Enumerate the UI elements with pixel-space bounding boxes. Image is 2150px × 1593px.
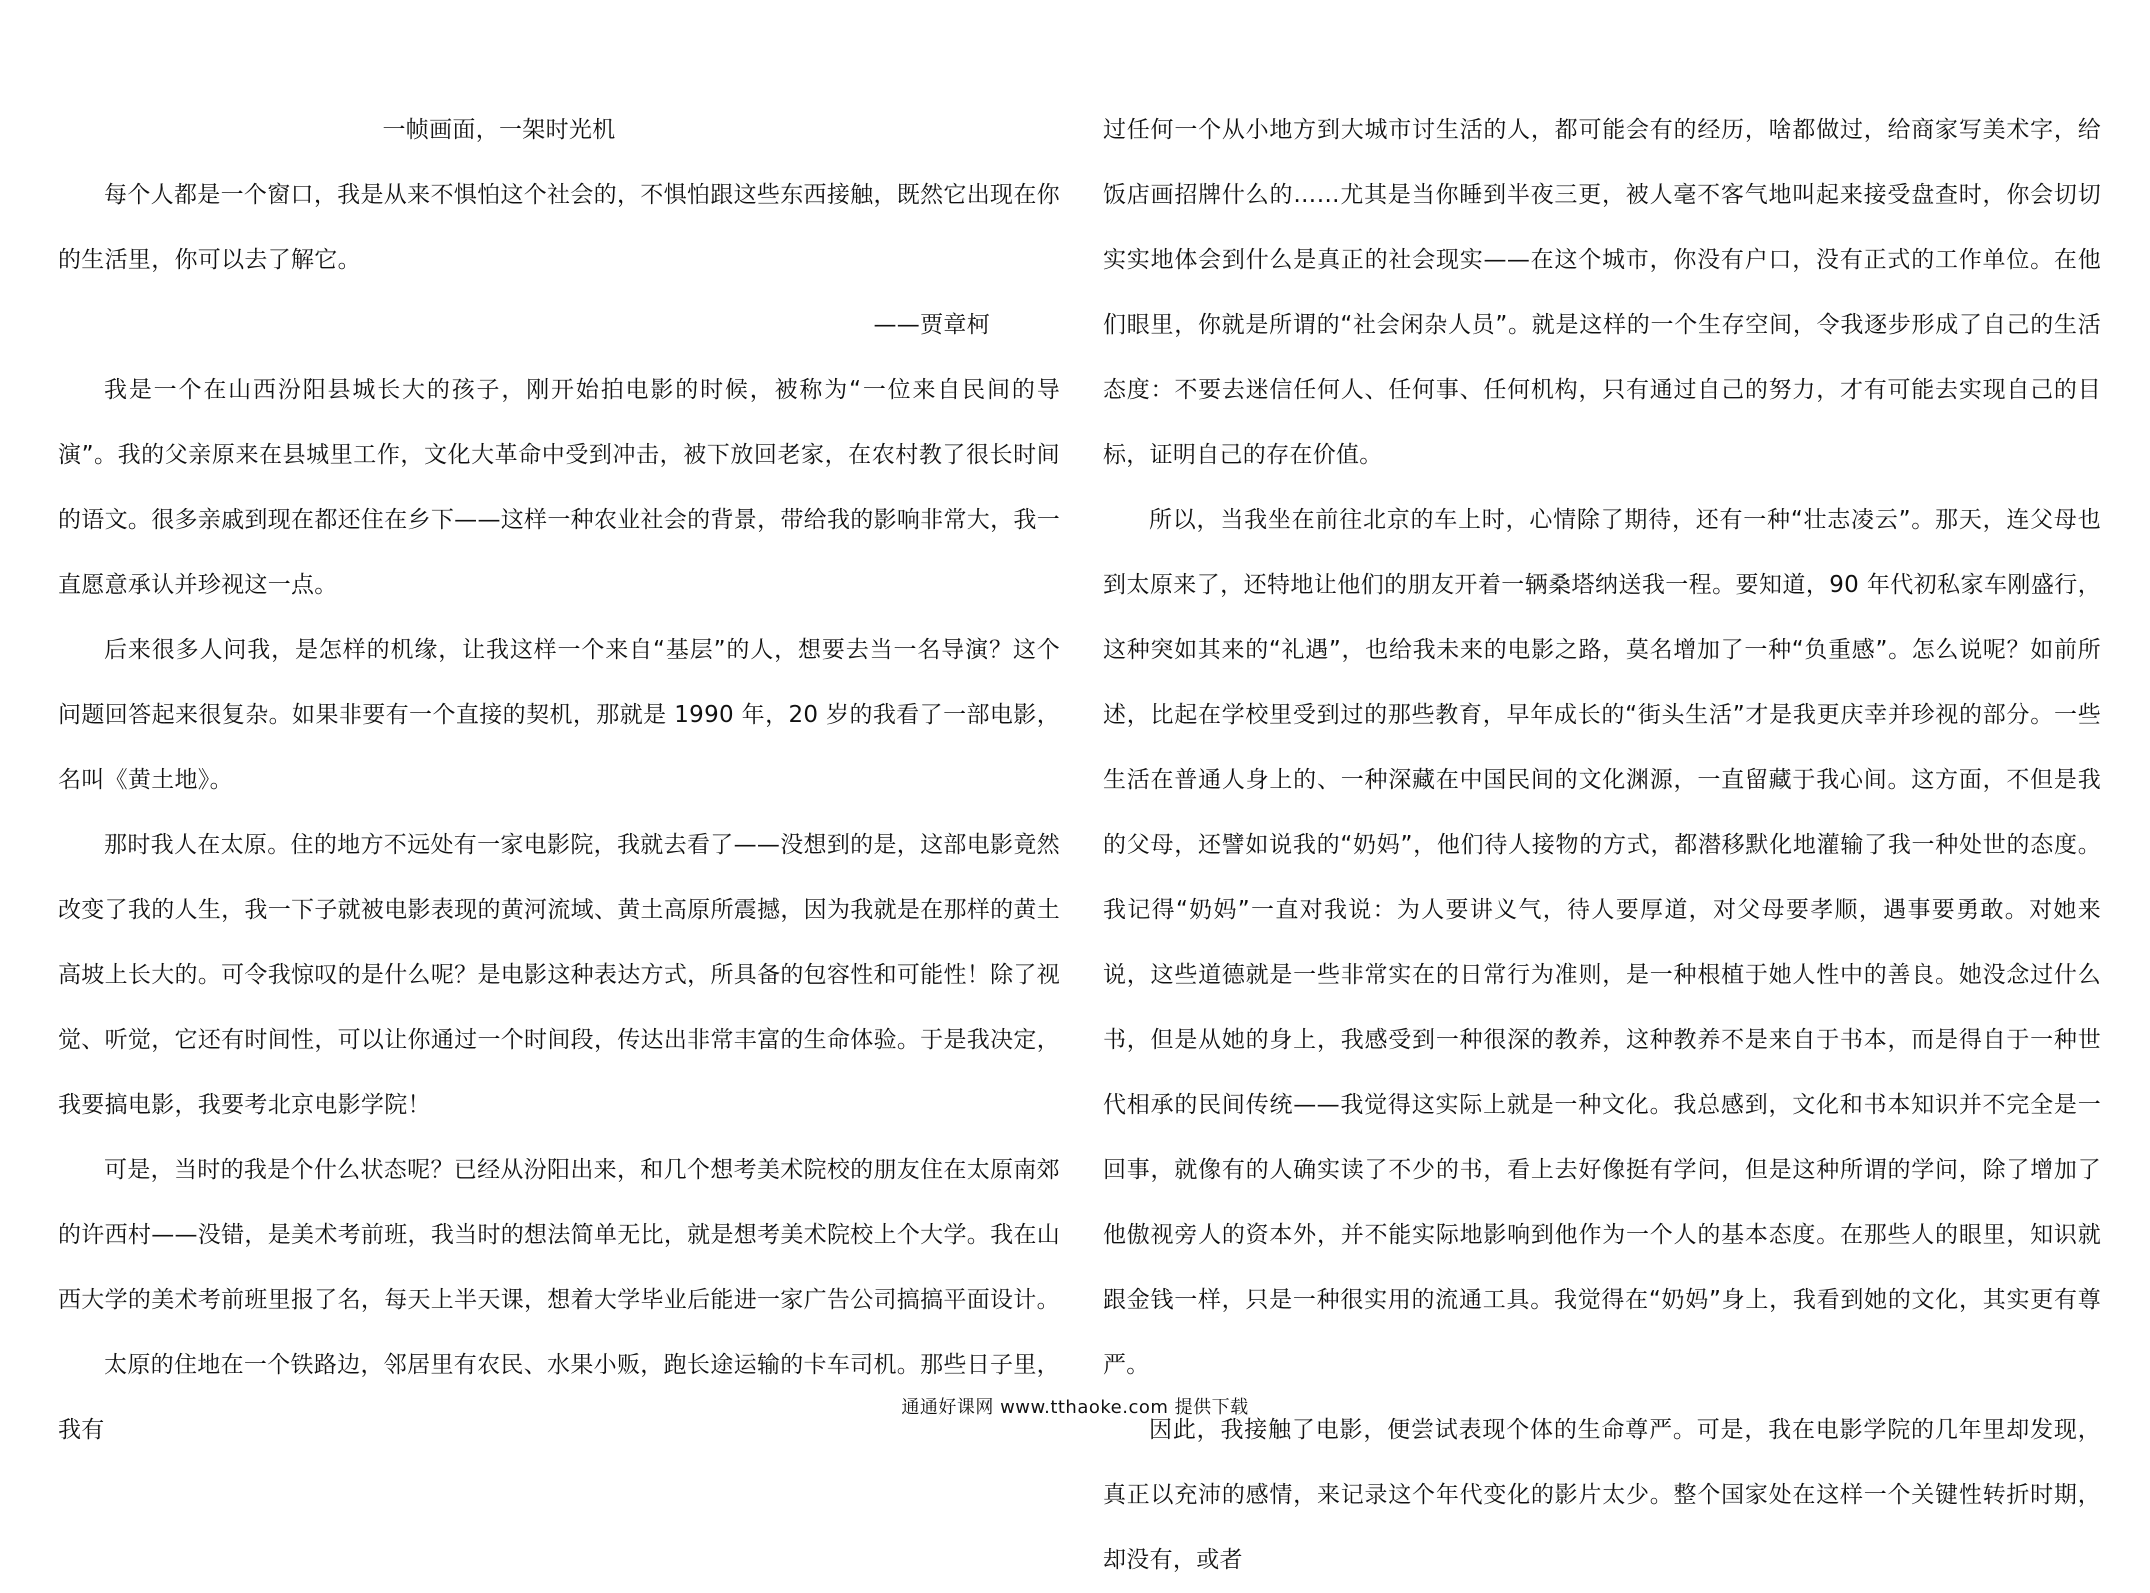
paragraph: 太原的住地在一个铁路边，邻居里有农民、水果小贩，跑长途运输的卡车司机。那些日子里，我有 <box>58 1352 1060 1443</box>
paragraph: 所以，当我坐在前往北京的车上时，心情除了期待，还有一种“壮志凌云”。那天，连父母也到太原来了，还特地让他们的朋友开着一辆桑塔纳送我一程。要知道，90 年代初私家车刚盛行，这种突如其来的“礼遇”，也给我未来的电影之路，莫名增加了一种“负重感”。怎么说呢？如前所述，比起在学校里受到过的那些教育，早年成长的“街头生活”才是我更庆幸并珍视的部分。一些生活在普通人身上的、一种深藏在中国民间的文化渊源，一直留藏于我心间。这方面，不但是我的父母，还譬如说我的“奶妈”，他们待人接物的方式，都潜移默化地灌输了我一种处世的态度。我记得“奶妈”一直对我说：为人要讲义气，待人要厚道，对父母要孝顺，遇事要勇敢。对她来说，这些道德就是一些非常实在的日常行为准则，是一种根植于她人性中的善良。她没念过什么书，但是从她的身上，我感受到一种很深的教养，这种教养不是来自于书本，而是得自于一种世代相承的民间传统——我觉得这实际上就是一种文化。我总感到，文化和书本知识并不完全是一回事，就像有的人确实读了不少的书，看上去好像挺有学问，但是这种所谓的学问，除了增加了他傲视旁人的资本外，并不能实际地影响到他作为一个人的基本态度。在那些人的眼里，知识就跟金钱一样，只是一种很实用的流通工具。我觉得在“奶妈”身上，我看到她的文化，其实更有尊严。 <box>1103 507 2101 1378</box>
document-title: 一帧画面，一架时光机 <box>382 117 616 143</box>
page-footer: 通通好课网 www.tthaoke.com 提供下载 <box>901 1397 1249 1418</box>
paragraph: 后来很多人问我，是怎样的机缘，让我这样一个来自“基层”的人，想要去当一名导演？这个问题回答起来很复杂。如果非要有一个直接的契机，那就是 1990 年，20 岁的我看了一部电影，名叫《黄土地》。 <box>58 637 1060 793</box>
left-column <box>58 98 1060 1463</box>
epigraph-signature: ——贾章柯 <box>873 312 990 338</box>
paragraph: 可是，当时的我是个什么状态呢？已经从汾阳出来，和几个想考美术院校的朋友住在太原南郊的许西村——没错，是美术考前班，我当时的想法简单无比，就是想考美术院校上个大学。我在山西大学的美术考前班里报了名，每天上半天课，想着大学毕业后能进一家广告公司搞搞平面设计。 <box>58 1157 1060 1313</box>
paragraph-continuation: 过任何一个从小地方到大城市讨生活的人，都可能会有的经历，啥都做过，给商家写美术字，给饭店画招牌什么的……尤其是当你睡到半夜三更，被人毫不客气地叫起来接受盘查时，你会切切实实地体会到什么是真正的社会现实——在这个城市，你没有户口，没有正式的工作单位。在他们眼里，你就是所谓的“社会闲杂人员”。就是这样的一个生存空间，令我逐步形成了自己的生活态度：不要去迷信任何人、任何事、任何机构，只有通过自己的努力，才有可能去实现自己的目标，证明自己的存在价值。 <box>1103 117 2101 468</box>
paragraph: 因此，我接触了电影，便尝试表现个体的生命尊严。可是，我在电影学院的几年里却发现，真正以充沛的感情，来记录这个年代变化的影片太少。整个国家处在这样一个关键性转折时期，却没有，或者 <box>1103 1417 2101 1573</box>
epigraph-quote: 每个人都是一个窗口，我是从来不惧怕这个社会的，不惧怕跟这些东西接触，既然它出现在你的生活里，你可以去了解它。 <box>58 182 1060 273</box>
paragraph: 那时我人在太原。住的地方不远处有一家电影院，我就去看了——没想到的是，这部电影竟然改变了我的人生，我一下子就被电影表现的黄河流域、黄土高原所震撼，因为我就是在那样的黄土高坡上长大的。可令我惊叹的是什么呢？是电影这种表达方式，所具备的包容性和可能性！除了视觉、听觉，它还有时间性，可以让你通过一个时间段，传达出非常丰富的生命体验。于是我决定，我要搞电影，我要考北京电影学院！ <box>58 832 1060 1118</box>
right-column <box>1103 98 2101 1593</box>
paragraph: 我是一个在山西汾阳县城长大的孩子，刚开始拍电影的时候，被称为“一位来自民间的导演”。我的父亲原来在县城里工作，文化大革命中受到冲击，被下放回老家，在农村教了很长时间的语文。很多亲戚到现在都还住在乡下——这样一种农业社会的背景，带给我的影响非常大，我一直愿意承认并珍视这一点。 <box>58 377 1060 598</box>
